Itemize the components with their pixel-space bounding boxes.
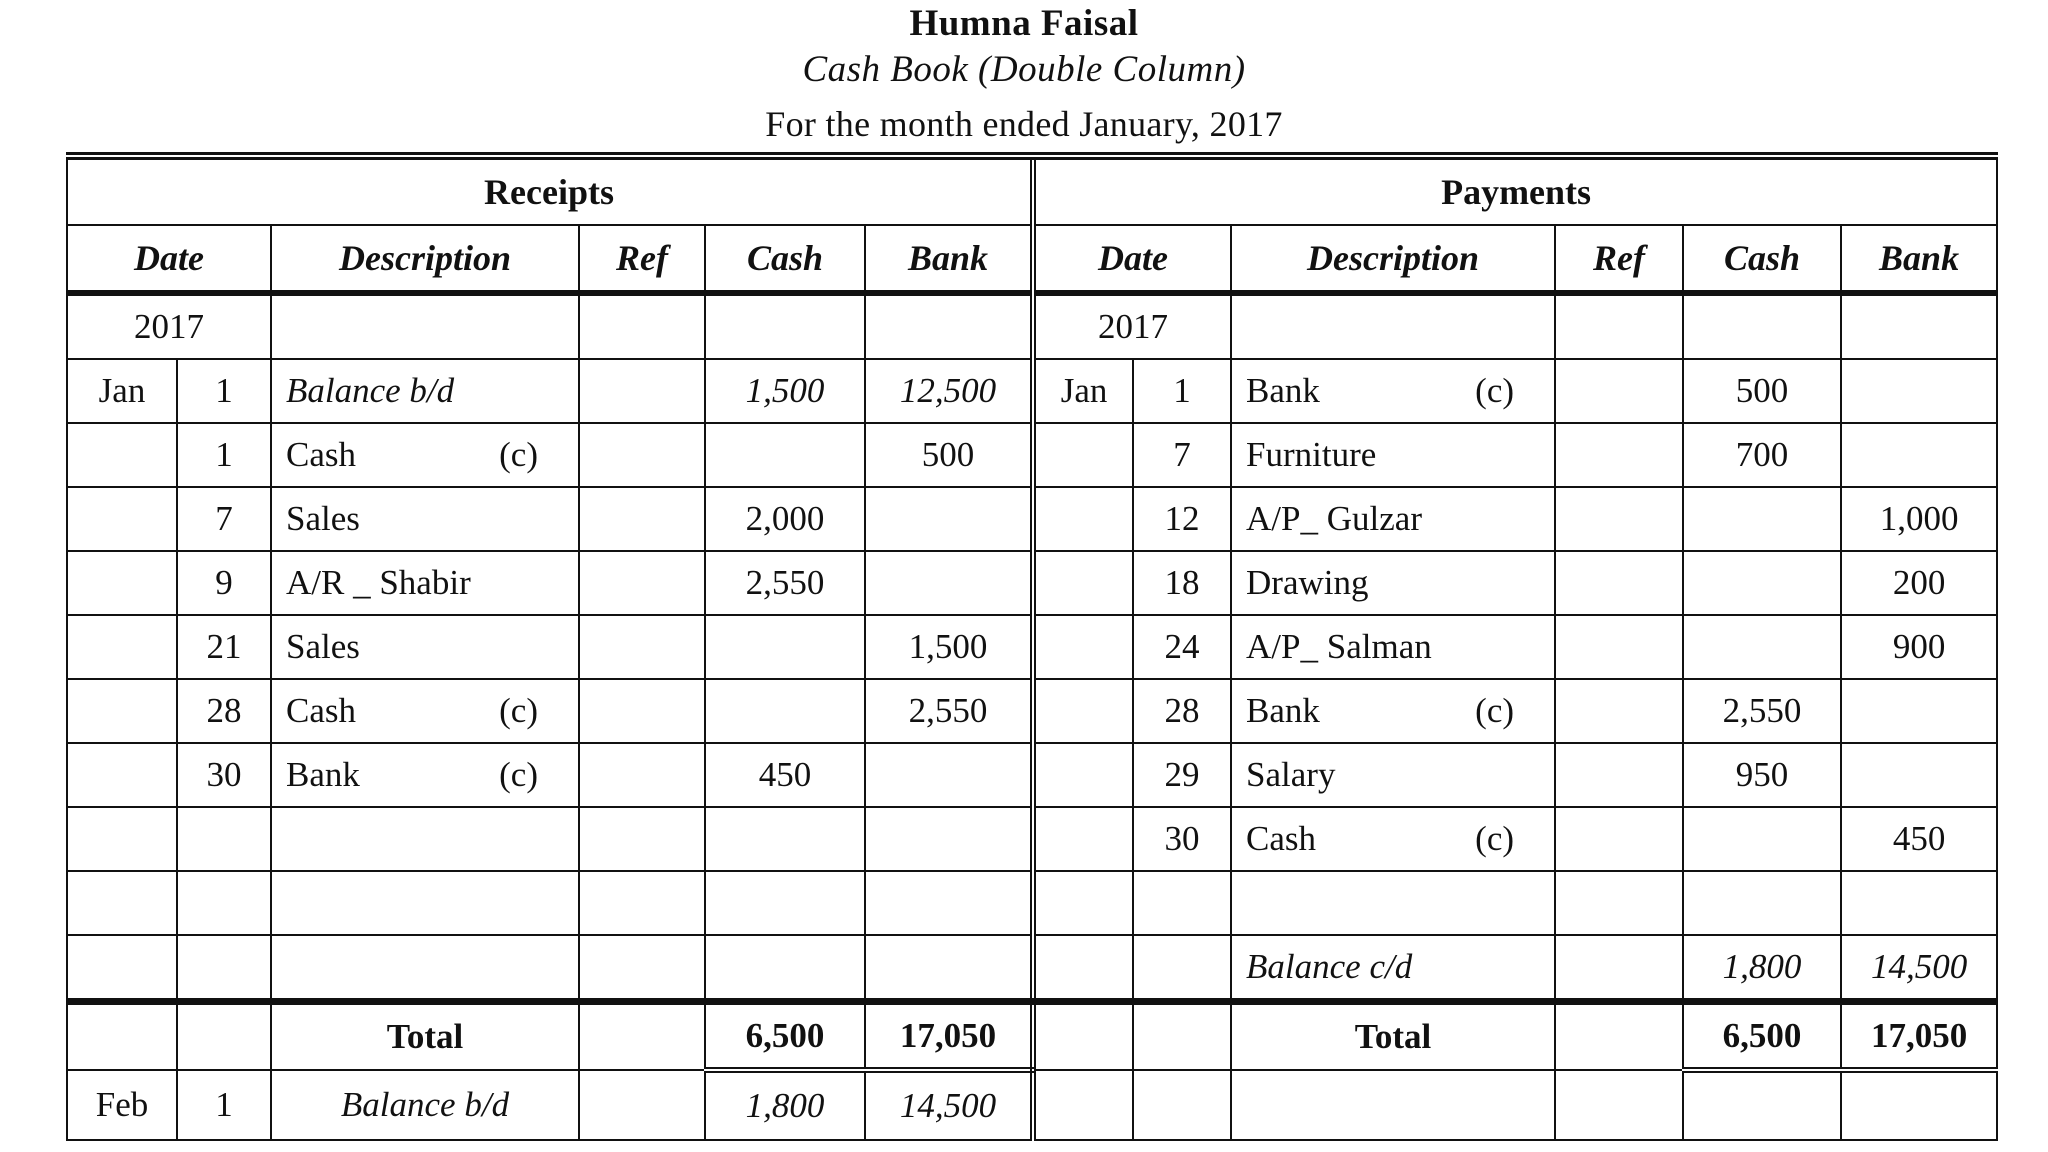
payments-day: 1 <box>1133 359 1231 423</box>
receipts-day: 21 <box>177 615 271 679</box>
payments-day <box>1133 935 1231 1002</box>
payments-description <box>1231 935 1555 1002</box>
payments-month: Jan <box>1033 359 1133 423</box>
opening-balance-row <box>67 1070 1997 1140</box>
receipts-description <box>271 871 579 935</box>
receipts-ref <box>579 615 705 679</box>
payments-description <box>1231 615 1555 679</box>
receipts-description <box>271 487 579 551</box>
payments-ref <box>1555 679 1683 743</box>
receipts-description <box>271 743 579 807</box>
payments-bank <box>1841 359 1997 423</box>
payments-month <box>1033 551 1133 615</box>
receipts-month: Jan <box>67 359 177 423</box>
payments-bank-header: Bank <box>1841 225 1997 293</box>
receipts-day <box>177 807 271 871</box>
payments-description <box>1231 423 1555 487</box>
payments-cash <box>1683 871 1841 935</box>
payments-description-text: Furniture <box>1246 435 1377 474</box>
payments-description <box>1231 679 1555 743</box>
receipts-day: 1 <box>177 359 271 423</box>
payments-bank: 200 <box>1841 551 1997 615</box>
receipts-heading: Receipts <box>67 156 1033 225</box>
payments-description-text: A/P_ Salman <box>1246 627 1432 666</box>
payments-description-wrap <box>1246 371 1544 411</box>
payments-day: 24 <box>1133 615 1231 679</box>
receipts-description-text: Sales <box>286 499 360 538</box>
payments-bank: 1,000 <box>1841 487 1997 551</box>
payments-cash <box>1683 487 1841 551</box>
payments-total-ref <box>1555 1002 1683 1071</box>
receipts-description-text: Cash <box>286 435 356 474</box>
payments-day: 18 <box>1133 551 1231 615</box>
payments-contra-tag: (c) <box>1475 691 1515 730</box>
payments-cash: 500 <box>1683 359 1841 423</box>
payments-month <box>1033 423 1133 487</box>
payments-description-text: A/P_ Gulzar <box>1246 499 1422 538</box>
payments-description-wrap <box>1246 755 1544 795</box>
receipts-description-wrap <box>286 755 568 795</box>
payments-contra-tag: (c) <box>1475 819 1515 858</box>
receipts-cash <box>705 807 865 871</box>
receipts-day: 7 <box>177 487 271 551</box>
cash-book-table <box>66 152 1998 1141</box>
receipts-ref <box>579 679 705 743</box>
receipts-description-text: A/R _ Shabir <box>286 563 471 602</box>
receipts-month <box>67 743 177 807</box>
payments-contra-tag: (c) <box>1475 371 1515 410</box>
closing-month: Feb <box>67 1070 177 1140</box>
receipts-month <box>67 807 177 871</box>
closing-ref <box>579 1070 705 1140</box>
receipts-cash <box>705 679 865 743</box>
receipts-description <box>271 807 579 871</box>
payments-description-text: Salary <box>1246 755 1336 794</box>
receipts-description <box>271 935 579 1002</box>
receipts-total-cash: 6,500 <box>705 1002 865 1071</box>
receipts-bank: 1,500 <box>865 615 1033 679</box>
receipts-cash <box>705 935 865 1002</box>
receipts-bank <box>865 871 1033 935</box>
receipts-description-text: Cash <box>286 691 356 730</box>
table-row <box>67 871 1997 935</box>
receipts-month <box>67 423 177 487</box>
payments-day: 12 <box>1133 487 1231 551</box>
receipts-month <box>67 615 177 679</box>
receipts-total-ref <box>579 1002 705 1071</box>
receipts-description-text: Sales <box>286 627 360 666</box>
payments-bank <box>1841 423 1997 487</box>
receipts-description-header: Description <box>271 225 579 293</box>
payments-cash-header: Cash <box>1683 225 1841 293</box>
receipts-contra-tag: (c) <box>499 755 538 794</box>
column-header-row <box>67 225 1997 293</box>
receipts-description <box>271 423 579 487</box>
payments-empty-cell <box>1683 1070 1841 1140</box>
payments-month <box>1033 487 1133 551</box>
payments-ref <box>1555 359 1683 423</box>
payments-description-wrap <box>1246 435 1544 475</box>
table-row <box>67 615 1997 679</box>
period-line: For the month ended January, 2017 <box>765 104 1283 144</box>
receipts-description <box>271 615 579 679</box>
payments-cash <box>1683 615 1841 679</box>
receipts-description <box>271 551 579 615</box>
receipts-ref <box>579 807 705 871</box>
payments-day: 28 <box>1133 679 1231 743</box>
payments-month <box>1033 807 1133 871</box>
receipts-bank <box>865 807 1033 871</box>
receipts-bank: 12,500 <box>865 359 1033 423</box>
receipts-day: 9 <box>177 551 271 615</box>
receipts-day <box>177 935 271 1002</box>
payments-month <box>1033 871 1133 935</box>
payments-description-wrap <box>1246 691 1544 731</box>
payments-bank: 900 <box>1841 615 1997 679</box>
payments-empty-cell <box>1133 1070 1231 1140</box>
payments-total-day <box>1133 1002 1231 1071</box>
payments-day: 7 <box>1133 423 1231 487</box>
payments-empty-cell <box>1231 1070 1555 1140</box>
receipts-description-wrap <box>286 371 568 411</box>
receipts-date-header: Date <box>67 225 271 293</box>
closing-cash: 1,800 <box>705 1070 865 1140</box>
payments-bank <box>1841 679 1997 743</box>
payments-cash: 1,800 <box>1683 935 1841 1002</box>
payments-description-text: Bank <box>1246 371 1320 410</box>
payments-ref <box>1555 551 1683 615</box>
payments-empty-cell <box>1841 1070 1997 1140</box>
receipts-month <box>67 551 177 615</box>
payments-description <box>1231 743 1555 807</box>
year-row <box>67 293 1997 359</box>
receipts-day: 1 <box>177 423 271 487</box>
payments-bank <box>1841 871 1997 935</box>
payments-empty-cell <box>1033 1070 1133 1140</box>
receipts-cash: 2,000 <box>705 487 865 551</box>
payments-description-text: Bank <box>1246 691 1320 730</box>
receipts-day: 30 <box>177 743 271 807</box>
table-row <box>67 679 1997 743</box>
receipts-cash: 450 <box>705 743 865 807</box>
payments-cash: 700 <box>1683 423 1841 487</box>
payments-ref <box>1555 423 1683 487</box>
receipts-total-month <box>67 1002 177 1071</box>
receipts-month <box>67 935 177 1002</box>
payments-description-wrap <box>1246 499 1544 539</box>
table-row <box>67 807 1997 871</box>
receipts-bank <box>865 487 1033 551</box>
cash-book-body <box>67 293 1997 1140</box>
receipts-description <box>271 679 579 743</box>
payments-month <box>1033 615 1133 679</box>
receipts-contra-tag: (c) <box>499 691 538 730</box>
payments-day <box>1133 871 1231 935</box>
payments-description-wrap <box>1246 819 1544 859</box>
payments-ref <box>1555 615 1683 679</box>
receipts-total-bank: 17,050 <box>865 1002 1033 1071</box>
receipts-cash-header: Cash <box>705 225 865 293</box>
closing-day: 1 <box>177 1070 271 1140</box>
receipts-day: 28 <box>177 679 271 743</box>
payments-month <box>1033 935 1133 1002</box>
payments-month <box>1033 743 1133 807</box>
payments-total-label: Total <box>1231 1002 1555 1071</box>
payments-year: 2017 <box>1033 293 1231 359</box>
receipts-bank <box>865 935 1033 1002</box>
payments-description <box>1231 359 1555 423</box>
payments-description <box>1231 551 1555 615</box>
receipts-bank-header: Bank <box>865 225 1033 293</box>
receipts-description-wrap <box>286 435 568 475</box>
receipts-description-wrap <box>286 563 568 603</box>
receipts-cash: 2,550 <box>705 551 865 615</box>
payments-date-header: Date <box>1033 225 1231 293</box>
payments-description <box>1231 871 1555 935</box>
receipts-month <box>67 487 177 551</box>
table-row <box>67 935 1997 1002</box>
table-row <box>67 423 1997 487</box>
payments-description-text: Drawing <box>1246 563 1369 602</box>
receipts-ref <box>579 551 705 615</box>
receipts-description-text: Bank <box>286 755 360 794</box>
payments-ref <box>1555 807 1683 871</box>
payments-month <box>1033 679 1133 743</box>
payments-description <box>1231 807 1555 871</box>
receipts-month <box>67 679 177 743</box>
receipts-ref <box>579 871 705 935</box>
receipts-ref <box>579 743 705 807</box>
business-name: Humna Faisal <box>909 3 1139 44</box>
receipts-ref <box>579 487 705 551</box>
payments-bank: 14,500 <box>1841 935 1997 1002</box>
payments-day: 29 <box>1133 743 1231 807</box>
closing-bank: 14,500 <box>865 1070 1033 1140</box>
payments-description-wrap <box>1246 563 1544 603</box>
receipts-ref-header: Ref <box>579 225 705 293</box>
receipts-cash <box>705 423 865 487</box>
payments-total-month <box>1033 1002 1133 1071</box>
payments-description-wrap <box>1246 947 1544 987</box>
receipts-ref <box>579 935 705 1002</box>
payments-total-bank: 17,050 <box>1841 1002 1997 1071</box>
receipts-description <box>271 359 579 423</box>
receipts-month <box>67 871 177 935</box>
section-header-row <box>67 156 1997 225</box>
receipts-bank <box>865 743 1033 807</box>
receipts-description-wrap <box>286 627 568 667</box>
payments-ref-header: Ref <box>1555 225 1683 293</box>
receipts-ref <box>579 359 705 423</box>
payments-empty-cell <box>1555 1070 1683 1140</box>
payments-bank: 450 <box>1841 807 1997 871</box>
payments-ref <box>1555 871 1683 935</box>
payments-cash: 950 <box>1683 743 1841 807</box>
payments-ref <box>1555 935 1683 1002</box>
receipts-cash <box>705 615 865 679</box>
payments-total-cash: 6,500 <box>1683 1002 1841 1071</box>
totals-row <box>67 1002 1997 1071</box>
receipts-total-day <box>177 1002 271 1071</box>
receipts-bank: 500 <box>865 423 1033 487</box>
payments-cash <box>1683 551 1841 615</box>
payments-ref <box>1555 743 1683 807</box>
receipts-description-wrap <box>286 691 568 731</box>
payments-description-text: Balance c/d <box>1246 947 1413 986</box>
receipts-bank: 2,550 <box>865 679 1033 743</box>
receipts-total-label: Total <box>271 1002 579 1071</box>
payments-cash: 2,550 <box>1683 679 1841 743</box>
receipts-contra-tag: (c) <box>499 435 538 474</box>
receipts-day <box>177 871 271 935</box>
payments-description-header: Description <box>1231 225 1555 293</box>
payments-description-wrap <box>1246 627 1544 667</box>
payments-bank <box>1841 743 1997 807</box>
book-title: Cash Book (Double Column) <box>802 49 1246 90</box>
table-row <box>67 359 1997 423</box>
table-row <box>67 551 1997 615</box>
receipts-cash: 1,500 <box>705 359 865 423</box>
payments-heading: Payments <box>1033 156 1997 225</box>
payments-description-text: Cash <box>1246 819 1317 858</box>
receipts-bank <box>865 551 1033 615</box>
table-row <box>67 487 1997 551</box>
receipts-ref <box>579 423 705 487</box>
receipts-year: 2017 <box>67 293 271 359</box>
receipts-cash <box>705 871 865 935</box>
payments-description <box>1231 487 1555 551</box>
payments-cash <box>1683 807 1841 871</box>
table-row <box>67 743 1997 807</box>
receipts-description-wrap <box>286 499 568 539</box>
closing-description: Balance b/d <box>271 1070 579 1140</box>
payments-ref <box>1555 487 1683 551</box>
receipts-description-text: Balance b/d <box>286 371 455 410</box>
payments-day: 30 <box>1133 807 1231 871</box>
